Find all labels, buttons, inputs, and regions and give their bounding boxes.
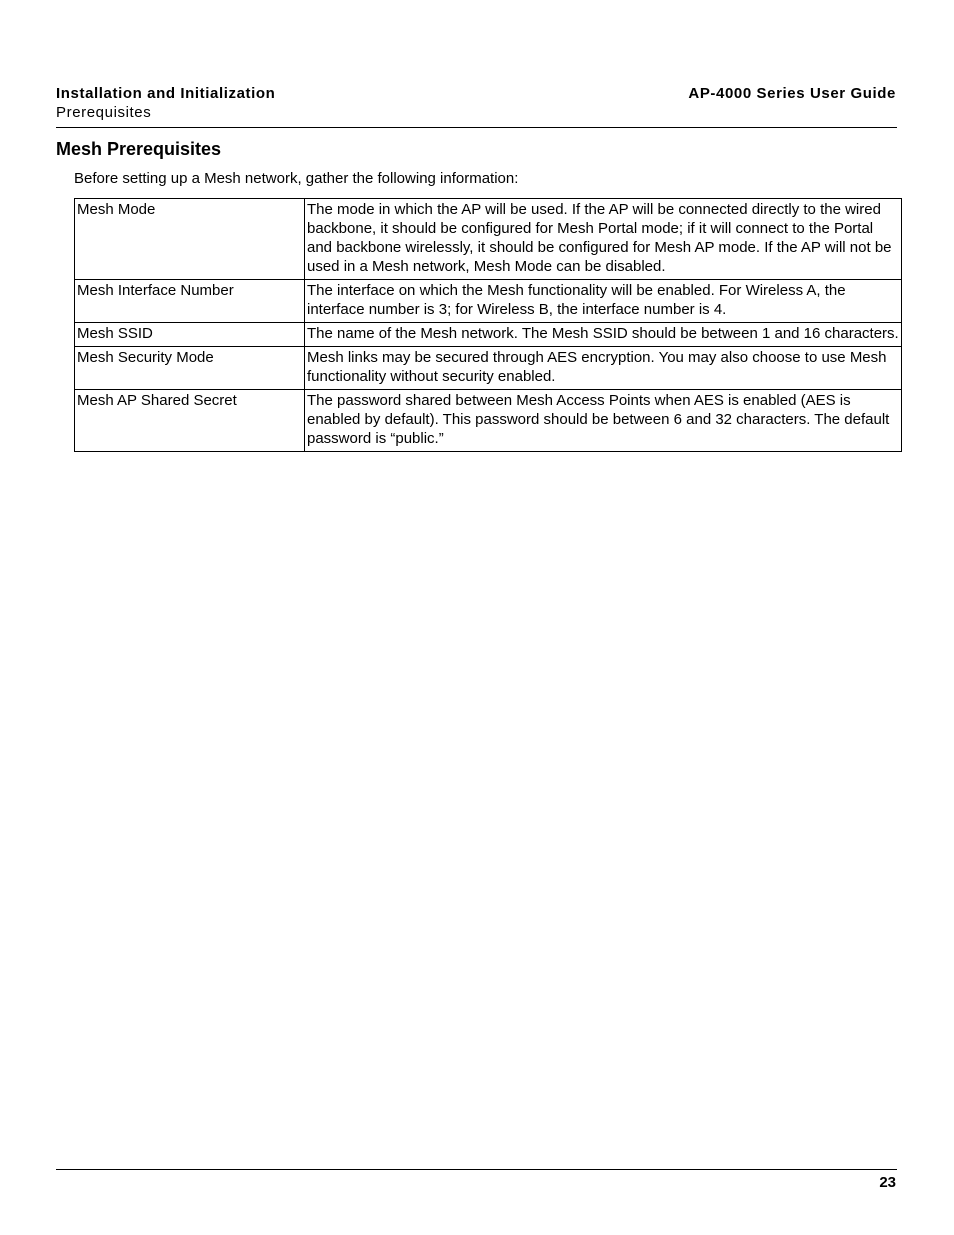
term-cell: Mesh Interface Number	[75, 280, 305, 323]
mesh-prerequisites-table	[74, 198, 902, 452]
description-cell: The password shared between Mesh Access Points when AES is enabled (AES is enabled by default). This password should be between 6 and 32 characters. The default password is “public.”	[305, 390, 902, 452]
page-heading: Mesh Prerequisites	[56, 139, 222, 159]
description-cell: The name of the Mesh network. The Mesh SSID should be between 1 and 16 characters.	[305, 323, 902, 347]
table-row	[75, 390, 902, 452]
running-header-left	[56, 84, 275, 122]
term-cell: Mesh AP Shared Secret	[75, 390, 305, 452]
page-number: 23	[879, 1174, 896, 1191]
table-row	[75, 323, 902, 347]
term-cell: Mesh Mode	[75, 199, 305, 280]
table-row	[75, 347, 902, 390]
guide-title: AP-4000 Series User Guide	[688, 85, 896, 102]
table-row	[75, 199, 902, 280]
term-cell: Mesh Security Mode	[75, 347, 305, 390]
term-cell: Mesh SSID	[75, 323, 305, 347]
intro-paragraph: Before setting up a Mesh network, gather the following information:	[74, 170, 519, 187]
table-row	[75, 280, 902, 323]
footer-divider	[56, 1169, 897, 1170]
description-cell: Mesh links may be secured through AES encryption. You may also choose to use Mesh functionality without security enabled.	[305, 347, 902, 390]
section-title: Prerequisites	[56, 104, 152, 121]
description-cell: The interface on which the Mesh functionality will be enabled. For Wireless A, the interface number is 3; for Wireless B, the interface number is 4.	[305, 280, 902, 323]
description-cell: The mode in which the AP will be used. If the AP will be connected directly to the wired backbone, it should be configured for Mesh Portal mode; if it will connect to the Portal and backbone wirelessly, it should be configured for Mesh AP mode. If the AP will not be used in a Mesh network, Mesh Mode can be disabled.	[305, 199, 902, 280]
header-divider	[56, 127, 897, 128]
chapter-title: Installation and Initialization	[56, 85, 276, 102]
